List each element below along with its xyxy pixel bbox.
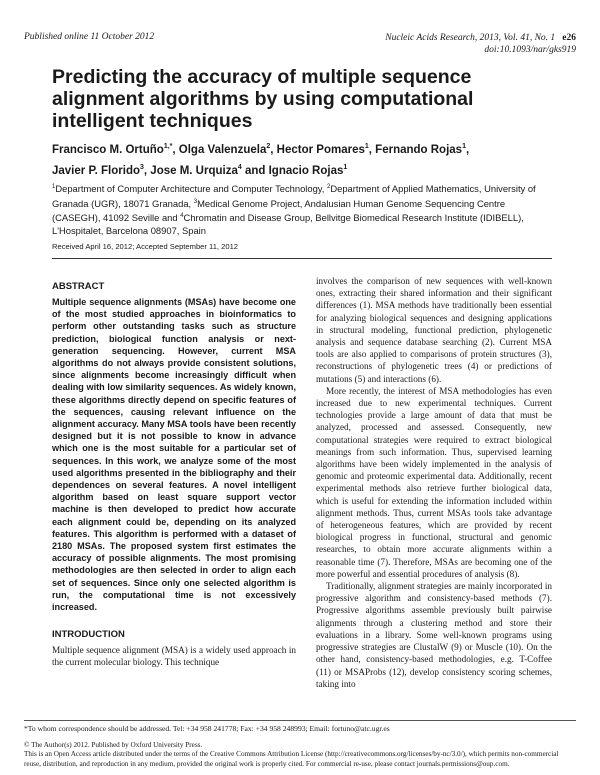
paper-title: Predicting the accuracy of multiple sequence alignment algorithms by using computational intelligent techniques (52, 66, 474, 132)
footer-divider (24, 720, 576, 721)
license-notice: This is an Open Access article distributed under the terms of the Creative Commons Attribution License (http://creativecommons.org/licenses/by-nc/3.0/), which permits non-commercial reuse, distribution, and reproduction in any medium, provided the original work is properly cited. For commercial re-use, please contact journals.permissions@oup.com. (24, 750, 559, 768)
author: Olga Valenzuela$^2$, (178, 143, 277, 156)
abstract-heading: ABSTRACT (52, 281, 105, 292)
journal-name: Nucleic Acids Research, 2013, Vol. 41, No. 1 (385, 33, 556, 43)
affiliation: $^1$Department of Computer Architecture and Computer Technology, (52, 183, 328, 195)
right-column (316, 275, 552, 690)
author: Javier P. Florido$^3$, (52, 163, 151, 177)
body-paragraph: More recently, the interest of MSA methodologies has even increased due to new experimental techniques. Current technologies provide a large amount of data that must be analyzed, processed and assessed. Consequently, new computational strategies were required to extract biological meanings from such information. Thus, supervised learning algorithms have been widely implemented in the analysis of genomic and proteomic experimental data. Additionally, recent experimental methods also retrieve further biological data, which is useful for extending the information included within alignment methods. Thus, current MSAs tools take advantage of heterogeneous features, which are provided by recent biological progress in functional, structural and genomic researches, to obtain more accurate alignments within a reasonable time (7). Therefore, MSAs are becoming one of the more powerful and essential procedures of analysis (8). (316, 385, 552, 579)
journal-citation (385, 32, 576, 56)
introduction-text: Multiple sequence alignment (MSA) is a widely used approach in the current molecular biology. This technique (52, 645, 296, 668)
affiliation: $^4$Chromatin and Disease Group, Bellvitge Biomedical Research Institute (IDIBELL), L'Hospitalet, Barcelona 08907, Spain (52, 212, 524, 236)
author-list (52, 138, 552, 180)
author: Jose M. Urquiza$^4$ and (150, 163, 269, 177)
affiliation: $^3$Medical Genome Project, Andalusian Human Genome Sequencing Centre (CASEGH), 41092 Seville and (52, 197, 506, 224)
correspondence-note: *To whom correspondence should be addressed. Tel: +34 958 241778; Fax: +34 958 248993; Email: fortuno@atc.ugr.es (24, 724, 390, 733)
published-date: Published online 11 October 2012 (24, 32, 155, 42)
affiliations (52, 181, 552, 237)
copyright-notice: © The Author(s) 2012. Published by Oxford University Press. (24, 741, 203, 749)
article-id: e26 (562, 33, 576, 43)
doi-link[interactable]: doi:10.1093/nar/gks919 (484, 45, 576, 55)
affiliation: $^2$Department of Applied Mathematics, University of Granada (UGR), 18071 Granada, (52, 183, 536, 209)
body-paragraph: Traditionally, alignment strategies are mainly incorporated in progressive algorithm and consistency-based methods (7). Progressive algorithms assemble previously built pairwise alignments through a clustering method and store their evaluations in a library. Some well-known programs using progressive strategies are ClustalW (9) or Muscle (10). On the other hand, consistency-based methodologies, e.g. T-Coffee (11) or MSAProbs (12), develop consistency scoring schemes, taking into (316, 581, 552, 689)
received-dates: Received April 16, 2012; Accepted September 11, 2012 (52, 242, 239, 251)
author: Fernando Rojas$^1$, (375, 143, 470, 156)
introduction-heading: INTRODUCTION (52, 629, 125, 640)
author: Hector Pomares$^1$, (276, 143, 376, 156)
body-paragraph: involves the comparison of new sequences with well-known ones, extracting their shared information and their significant differences (1). MSA methods have traditionally been essential for analyzing biological sequences and designing applications in structural modeling, functional prediction, phylogenetic analysis and sequence database searching (2). Current MSA tools are also applied to comparisons of protein structures (3), reconstructions of phylogenetic trees (4) or predictions of mutations (5) and interactions (6). (316, 276, 552, 384)
abstract-text: Multiple sequence alignments (MSAs) have become one of the most studied approaches in bioinformatics to perform other outstanding tasks such as structure prediction, biological function analysis or next-generation sequencing. However, current MSA algorithms do not always provide consistent solutions, since alignments become increasingly difficult when dealing with low similarity sequences. As widely known, these algorithms directly depend on specific features of the sequences, causing relevant influence on the alignment accuracy. Many MSA tools have been recently designed but it is not possible to know in advance which one is the most suitable for a particular set of sequences. In this work, we analyze some of the most used algorithms presented in the bibliography and their dependences on several features. A novel intelligent algorithm based on least square support vector machine is then developed to predict how accurate each alignment could be, depending on its analyzed features. This algorithm is performed with a dataset of 2180 MSAs. The proposed system first estimates the accuracy of possible alignments. The most promising methodologies are then selected in order to align each set of sequences. Since only one selected algorithm is run, the computational time is not excessively increased. (52, 297, 296, 613)
author: Francisco M. Ortuño$^{1,*}$, (52, 143, 179, 156)
header-divider (52, 258, 552, 259)
author: Ignacio Rojas$^1$ (268, 163, 348, 177)
